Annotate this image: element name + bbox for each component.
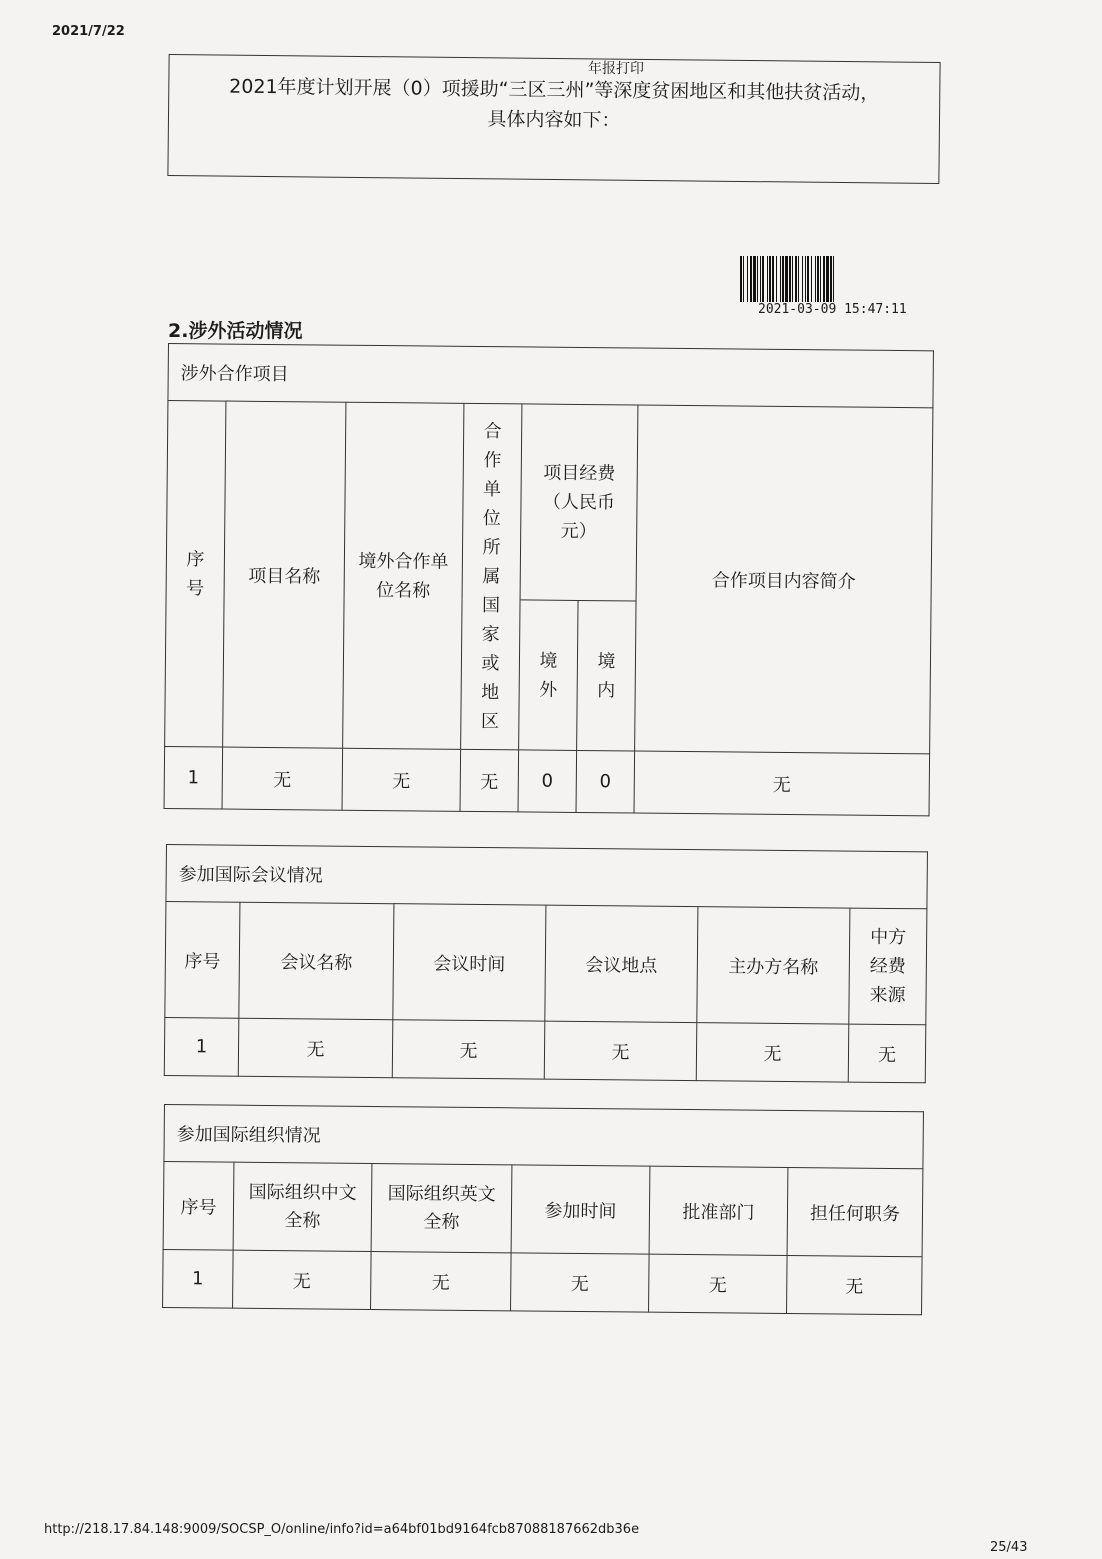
- cooperation-projects-caption: 涉外合作项目: [168, 344, 934, 408]
- cell-meeting-place: 无: [544, 1021, 697, 1080]
- header-funding-abroad-label: 境外: [539, 650, 558, 701]
- header-org-en-name-label: 国际组织英文全称: [387, 1182, 496, 1233]
- cell-join-time: 无: [511, 1253, 650, 1312]
- header-funding: [520, 404, 638, 601]
- cell-org-cn-name: 无: [233, 1250, 372, 1309]
- international-meetings-table: [164, 844, 928, 1083]
- header-organizer: 主办方名称: [697, 907, 850, 1024]
- cell-funding-source: 无: [848, 1024, 926, 1083]
- header-funding-label: 项目经费（人民币元）: [542, 462, 616, 543]
- cell-org-en-name: 无: [371, 1251, 512, 1310]
- header-partner-name: [343, 402, 464, 749]
- section-title: 2.涉外活动情况: [168, 320, 303, 342]
- header-org-cn-name: [233, 1162, 372, 1251]
- footer-url: http://218.17.84.148:9009/SOCSP_O/online/info?id=a64bf01bd9164fcb87088187662db36e: [44, 1522, 640, 1537]
- print-title: 年报打印: [588, 61, 644, 77]
- header-seq: [165, 401, 226, 748]
- cell-funding-abroad: 0: [518, 750, 577, 813]
- header-partner-country: [461, 403, 522, 750]
- header-partner-country-label: 合作单位所属国家或地区: [480, 421, 502, 733]
- cooperation-projects-table: [164, 343, 934, 816]
- poverty-aid-note: [167, 54, 940, 184]
- cell-approving-dept: 无: [649, 1254, 788, 1313]
- header-org-en-name: [371, 1163, 512, 1252]
- header-funding-domestic-label: 境内: [597, 650, 616, 701]
- table-row: [163, 1249, 923, 1314]
- print-date: 2021/7/22: [52, 24, 125, 39]
- cell-seq: 1: [164, 746, 223, 809]
- header-approving-dept: 批准部门: [649, 1166, 788, 1255]
- header-seq: 序号: [165, 902, 240, 1019]
- cell-position: 无: [787, 1255, 923, 1314]
- header-seq-label: 序号: [186, 548, 205, 599]
- international-orgs-table: [162, 1104, 924, 1315]
- header-org-cn-name-label: 国际组织中文全称: [248, 1181, 357, 1232]
- header-position: 担任何职务: [787, 1167, 923, 1256]
- cell-meeting-name: 无: [238, 1018, 393, 1077]
- header-funding-source-label: 中方经费来源: [869, 926, 907, 1007]
- cell-summary: 无: [634, 751, 930, 816]
- header-summary: 合作项目内容简介: [635, 405, 933, 754]
- barcode-image: [740, 256, 936, 302]
- cell-project-name: 无: [222, 747, 343, 810]
- cell-partner-name: 无: [342, 748, 461, 811]
- header-meeting-place: 会议地点: [545, 905, 698, 1022]
- table-row: [164, 1017, 926, 1082]
- page-number: 25/43: [990, 1540, 1028, 1555]
- cell-seq: 1: [164, 1017, 239, 1076]
- international-meetings-caption: 参加国际会议情况: [166, 845, 928, 909]
- header-partner-name-label: 境外合作单位名称: [358, 550, 449, 602]
- poverty-aid-line-1: 2021年度计划开展（0）项援助“三区三州”等深度贫困地区和其他扶贫活动，: [229, 75, 880, 105]
- header-funding-domestic: [577, 600, 636, 751]
- header-funding-abroad: [519, 600, 578, 751]
- table-row: [164, 746, 930, 815]
- header-project-name: 项目名称: [223, 401, 346, 748]
- barcode-timestamp: 2021-03-09 15:47:11: [758, 302, 907, 317]
- header-funding-source: [849, 908, 927, 1025]
- header-meeting-time: 会议时间: [393, 904, 546, 1021]
- header-join-time: 参加时间: [511, 1165, 650, 1254]
- cell-seq: 1: [163, 1249, 234, 1308]
- cell-funding-domestic: 0: [576, 750, 635, 813]
- cell-meeting-time: 无: [392, 1020, 545, 1079]
- header-meeting-name: 会议名称: [239, 902, 394, 1019]
- poverty-aid-line-2: 具体内容如下：: [487, 108, 621, 132]
- international-orgs-caption: 参加国际组织情况: [164, 1105, 924, 1169]
- cell-partner-country: 无: [460, 749, 519, 812]
- header-seq: 序号: [163, 1162, 234, 1251]
- cell-organizer: 无: [696, 1023, 849, 1082]
